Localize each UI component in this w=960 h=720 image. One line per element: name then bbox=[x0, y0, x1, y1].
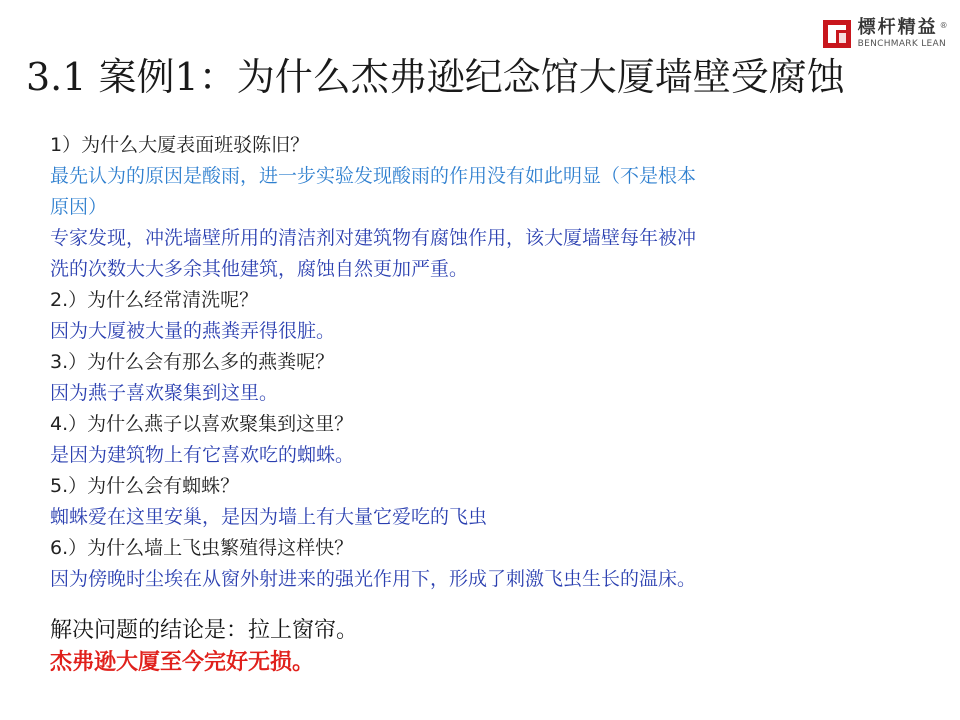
question-2: 2.）为什么经常清洗呢？ bbox=[50, 289, 259, 311]
answer-1-line-2: 原因） bbox=[50, 196, 108, 218]
logo-text bbox=[858, 18, 946, 50]
question-1: 1）为什么大厦表面班驳陈旧？ bbox=[50, 134, 310, 156]
answer-6: 因为傍晚时尘埃在从窗外射进来的强光作用下，形成了刺激飞虫生长的温床。 bbox=[50, 568, 697, 590]
section-spacer bbox=[50, 595, 910, 615]
answer-4: 是因为建筑物上有它喜欢吃的蜘蛛。 bbox=[50, 444, 355, 466]
logo-registered-mark: ® bbox=[939, 21, 948, 30]
question-4: 4.）为什么燕子以喜欢聚集到这里？ bbox=[50, 413, 354, 435]
answer-2: 因为大厦被大量的燕粪弄得很脏。 bbox=[50, 320, 336, 342]
brand-logo bbox=[822, 18, 946, 50]
conclusion: 解决问题的结论是：拉上窗帘。 bbox=[50, 618, 359, 643]
question-3: 3.）为什么会有那么多的燕粪呢？ bbox=[50, 351, 335, 373]
result-statement: 杰弗逊大厦至今完好无损。 bbox=[50, 650, 315, 675]
logo-english-name: BENCHMARK LEAN bbox=[857, 39, 946, 49]
slide-content bbox=[50, 130, 910, 679]
answer-1b-line-1: 专家发现，冲洗墙壁所用的清洁剂对建筑物有腐蚀作用，该大厦墙壁每年被冲 bbox=[50, 227, 697, 249]
answer-5: 蜘蛛爱在这里安巢，是因为墙上有大量它爱吃的飞虫 bbox=[50, 506, 488, 528]
logo-mark-icon bbox=[822, 19, 852, 49]
question-6: 6.）为什么墙上飞虫繁殖得这样快？ bbox=[50, 537, 354, 559]
slide-title: 3.1 案例1：为什么杰弗逊纪念馆大厦墙壁受腐蚀 bbox=[26, 55, 845, 99]
answer-3: 因为燕子喜欢聚集到这里。 bbox=[50, 382, 279, 404]
answer-1-line-1: 最先认为的原因是酸雨，进一步实验发现酸雨的作用没有如此明显（不是根本 bbox=[50, 165, 697, 187]
question-5: 5.）为什么会有蜘蛛？ bbox=[50, 475, 240, 497]
answer-1b-line-2: 洗的次数大大多余其他建筑，腐蚀自然更加严重。 bbox=[50, 258, 469, 280]
logo-chinese-name: 標杆精益 ® bbox=[857, 17, 948, 38]
